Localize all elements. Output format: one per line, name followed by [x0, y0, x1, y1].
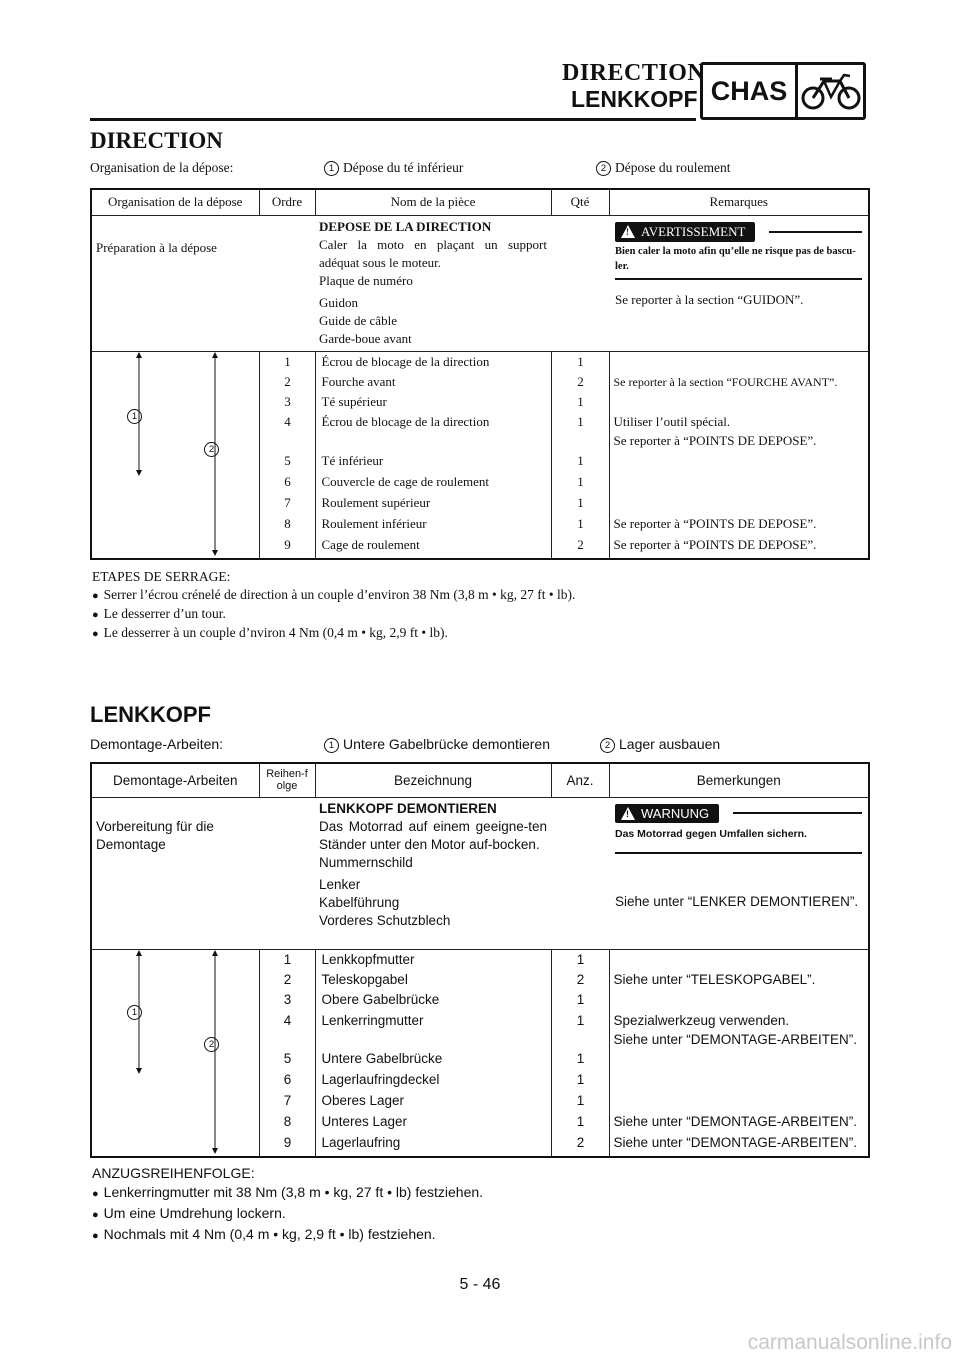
arrow-cell	[91, 351, 259, 559]
step-item: ● Serrer l’écrou crénelé de direction à un couple d’environ 38 Nm (3,8 m • kg, 27 ft • lb).	[92, 586, 575, 605]
parts-table-fr	[90, 188, 870, 560]
prep-part: Vorderes Schutzblech	[319, 912, 451, 928]
warning-icon: !	[621, 807, 635, 820]
col-header: Ordre	[259, 189, 315, 215]
header-title-de: LENKKOPF	[571, 86, 698, 112]
section-title-de: LENKKOPF	[90, 702, 211, 727]
steps-block-fr	[92, 568, 575, 643]
step2-fr: 2 Dépose du roulement	[596, 160, 730, 176]
prep-text: Caler la moto en plaçant un support adéquat sous le moteur.	[319, 236, 547, 270]
prep-plate: Nummernschild	[319, 854, 413, 870]
prep-label: Vorbereitung für die Demontage	[91, 797, 259, 949]
col-header: Nom de la pièce	[315, 189, 551, 215]
prep-part: Garde-boue avant	[319, 330, 412, 346]
step-item: ● Le desserrer d’un tour.	[92, 605, 575, 624]
header-rule	[90, 118, 696, 121]
prep-part: Lenker	[319, 876, 361, 892]
marker-2: 2	[596, 161, 611, 176]
warning-badge: ! AVERTISSEMENT	[615, 222, 755, 242]
warning-text: Das Motorrad gegen Umfallen sichern.	[615, 827, 807, 840]
motorcycle-icon	[798, 65, 863, 117]
marker-1: 1	[324, 161, 339, 176]
steps-title: ETAPES DE SERRAGE:	[92, 569, 231, 584]
parts-rows: 1 Écrou de blocage de la direction 1 2 Fourche avant 2 Se reporter à la section “FOURCHE AVANT”. 3 Té supérieur 1 4 Écrou de blocage de la direction 1 Utiliser l’outil spécial. Se reporter à “POINTS DE DEPOSE”. 5 Té inférieur 1 6 Couvercle de cage de roulement 1 7 Roulement supérieur 1 8 Roulement inférieur 1 Se reporter à “POINTS DE DEPOSE”. 9 Cage de roulement 2 Se reporter à “POINTS DE DEPOSE”.	[259, 351, 869, 559]
arrow-cell	[91, 949, 259, 1157]
watermark: carmanualsonline.info	[747, 1331, 952, 1354]
warning-badge: ! WARNUNG	[615, 804, 719, 823]
steps-title: ANZUGSREIHENFOLGE:	[92, 1165, 255, 1181]
col-header: Reihen-folge	[259, 763, 315, 797]
org-label-fr: Organisation de la dépose:	[90, 160, 234, 175]
warning-text: Bien caler la moto afin qu’elle ne risque pas de bascu-ler.	[615, 245, 856, 272]
marker-1: 1	[324, 738, 339, 753]
prep-heading: LENKKOPF DEMONTIEREN	[319, 800, 497, 816]
prep-cell	[315, 797, 551, 949]
step1-fr: 1 Dépose du té inférieur	[324, 160, 463, 176]
step-arrows	[92, 352, 260, 558]
section-title-fr: DIRECTION	[90, 128, 223, 153]
col-header: Bemerkungen	[609, 763, 869, 797]
prep-part: Kabelführung	[319, 894, 400, 910]
col-header: Anz.	[551, 763, 609, 797]
parts-table-de	[90, 762, 870, 1158]
col-header: Remarques	[609, 189, 869, 215]
col-header: Qté	[551, 189, 609, 215]
col-header: Organisation de la dépose	[91, 189, 259, 215]
step-item: ● Um eine Umdrehung lockern.	[92, 1204, 483, 1225]
prep-text: Das Motorrad auf einem geeigne-ten Ständer unter den Motor auf-bocken.	[319, 818, 547, 852]
prep-part: Guidon	[319, 294, 358, 310]
prep-cell	[315, 215, 551, 351]
prep-remark: Se reporter à la section “GUIDON”.	[615, 291, 804, 307]
marker-1: 1	[127, 409, 142, 424]
step2-de: 2 Lager ausbauen	[600, 736, 720, 753]
prep-heading: DEPOSE DE LA DIRECTION	[319, 218, 492, 234]
org-label-de: Demontage-Arbeiten:	[90, 736, 224, 752]
prep-part: Guide de câble	[319, 312, 397, 328]
warning-cell	[609, 215, 869, 351]
step-arrows	[92, 950, 260, 1156]
step-item: ● Le desserrer à un couple d’nviron 4 Nm (0,4 m • kg, 2,9 ft • lb).	[92, 624, 575, 643]
steps-block-de	[92, 1164, 483, 1246]
col-header: Demontage-Arbeiten	[91, 763, 259, 797]
prep-plate: Plaque de numéro	[319, 272, 413, 288]
marker-2: 2	[204, 442, 219, 457]
marker-1: 1	[127, 1005, 142, 1020]
prep-remark: Siehe unter “LENKER DEMONTIEREN”.	[615, 893, 859, 909]
page-number: 5 - 46	[459, 1276, 501, 1293]
step1-de: 1 Untere Gabelbrücke demontieren	[324, 736, 550, 753]
step-item: ● Lenkerringmutter mit 38 Nm (3,8 m • kg, 27 ft • lb) festziehen.	[92, 1183, 483, 1204]
prep-label: Préparation à la dépose	[91, 215, 259, 351]
marker-2: 2	[204, 1037, 219, 1052]
chapter-label: CHAS	[703, 65, 798, 117]
step-item: ● Nochmals mit 4 Nm (0,4 m • kg, 2,9 ft • lb) festziehen.	[92, 1225, 483, 1246]
header-title-fr: DIRECTION	[562, 60, 706, 86]
chapter-badge	[700, 62, 866, 120]
marker-2: 2	[600, 738, 615, 753]
warning-cell	[609, 797, 869, 949]
col-header: Bezeichnung	[315, 763, 551, 797]
warning-icon: !	[621, 225, 635, 238]
parts-rows: 1 Lenkkopfmutter 1 2 Teleskopgabel 2 Siehe unter “TELESKOPGABEL”. 3 Obere Gabelbrücke 1 4 Lenkerringmutter 1 Spezialwerkzeug verwenden. Siehe unter “DEMONTAGE-ARBEITEN”. 5 Untere Gabelbrücke 1 6 Lagerlaufringdeckel 1 7 Oberes Lager 1 8 Unteres Lager 1 Siehe unter “DEMONTAGE-ARBEITEN”. 9 Lagerlaufring 2 Siehe unter “DEMONTAGE-ARBEITEN”.	[259, 949, 869, 1157]
